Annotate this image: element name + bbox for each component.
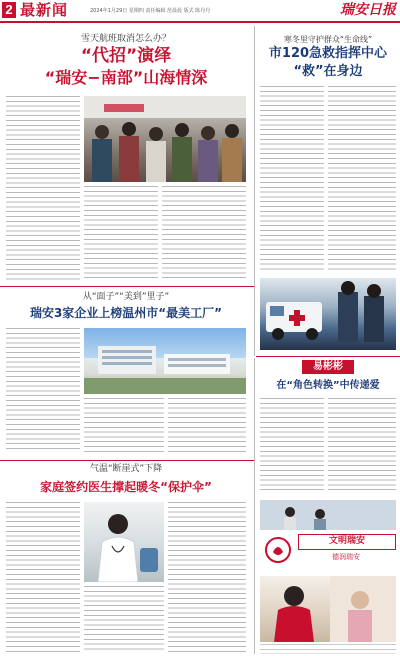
- column-divider: [254, 358, 255, 654]
- promo-title: 文明瑞安: [298, 534, 396, 550]
- body-text-column: [260, 86, 324, 272]
- news-photo-volunteer: [260, 576, 396, 642]
- column-divider: [254, 26, 255, 356]
- article-flight: [0, 24, 252, 284]
- news-photo-crowd: [84, 96, 246, 182]
- body-text-column: [328, 398, 396, 494]
- body-text-column: [162, 186, 246, 281]
- article-120: [256, 24, 400, 354]
- body-text-column: [84, 398, 164, 452]
- article-role: [256, 358, 400, 498]
- article-headline: 瑞安3家企业上榜温州市“最美工厂”: [29, 306, 223, 320]
- news-photo-family: [260, 500, 396, 530]
- article-headline: “代招”演绎: [80, 46, 172, 66]
- body-text-column: [84, 586, 164, 652]
- body-text-column: [6, 328, 80, 452]
- family-illustration: [260, 500, 396, 530]
- section-divider: [0, 286, 254, 287]
- news-photo-doctor: [84, 502, 164, 582]
- article-kicker: 寒冬里守护群众“生命线”: [283, 35, 373, 44]
- article-kicker: 从“面子”“美到”里子”: [82, 292, 170, 302]
- article-headline: 在“角色转换”中传递爱: [276, 380, 380, 391]
- column-badge: 易彬彬: [302, 360, 354, 374]
- article-kicker: 雪天航班取消怎么办？: [80, 34, 171, 44]
- section-divider: [256, 356, 400, 357]
- section-title: 最新闻: [20, 1, 69, 19]
- article-doctor: [0, 462, 252, 656]
- article-headline: 家庭签约医生撑起暖冬“保护伞”: [40, 480, 212, 494]
- article-kicker: 气温“断崖式”下降: [89, 464, 163, 474]
- body-text-column: [328, 86, 396, 272]
- promo-block: [258, 532, 398, 572]
- factory-illustration: [84, 328, 246, 394]
- promo-subtitle: 德润瑞安: [332, 553, 360, 561]
- body-text-column: [260, 398, 324, 494]
- caption-text: [260, 644, 396, 654]
- article-headline-secondary: “瑞安−南部”山海情深: [44, 68, 208, 87]
- promo-logo-icon: [264, 536, 292, 564]
- body-text-column: [168, 502, 246, 652]
- section-divider: [0, 460, 254, 461]
- article-headline-secondary: “救”在身边: [293, 64, 363, 79]
- body-text-column: [6, 502, 80, 652]
- news-photo-factory: [84, 328, 246, 394]
- header-rule: [0, 21, 400, 23]
- volunteer-illustration: [260, 576, 396, 642]
- issue-meta: 2024年1月29日 星期四 责任编辑 范晨晨 版式 陈丹丹: [90, 8, 211, 14]
- body-text-column: [84, 186, 158, 281]
- crowd-illustration: [84, 96, 246, 182]
- ambulance-illustration: [260, 278, 396, 350]
- body-text-column: [6, 96, 80, 281]
- article-headline: 市120急救指挥中心: [268, 46, 388, 61]
- body-text-column: [168, 398, 246, 452]
- news-photo-ambulance: [260, 278, 396, 350]
- article-factory: [0, 288, 252, 458]
- newspaper-brand: 瑞安日报: [340, 2, 396, 18]
- doctor-illustration: [84, 502, 164, 582]
- page-header: [0, 0, 400, 21]
- page-number: 2: [2, 2, 16, 18]
